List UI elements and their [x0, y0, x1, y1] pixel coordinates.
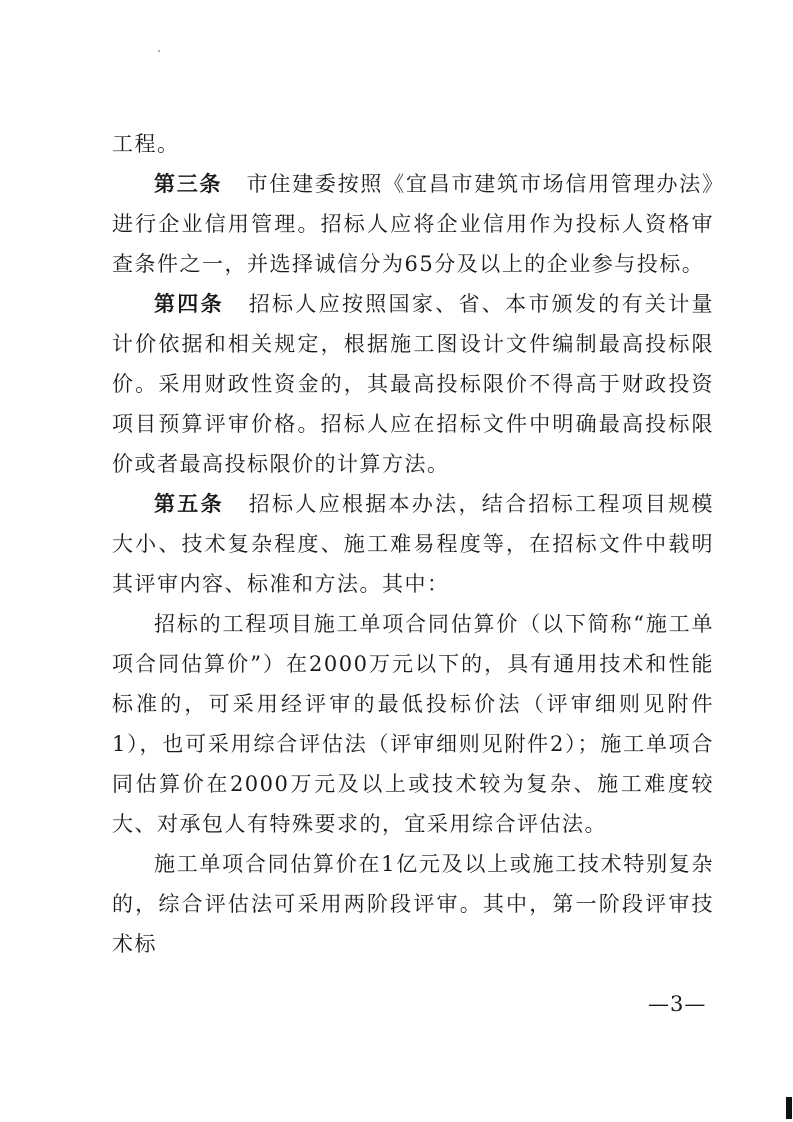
paragraph-continuation: [112, 124, 714, 164]
document-body: [112, 124, 714, 964]
page-number: —3—: [648, 992, 707, 1016]
paragraph-text: 招标人应按照国家、省、本市颁发的有关计量计价依据和相关规定，根据施工图设计文件编制最高投标限价。采用财政性资金的，其最高投标限价不得高于财政投资项目预算评审价格。招标人应在招标文件中明确最高投标限价或者最高投标限价的计算方法。: [112, 292, 715, 476]
article-number: 第四条: [154, 292, 224, 316]
scan-speck: [158, 50, 160, 52]
paragraph-text: 工程。: [112, 132, 180, 156]
evaluation-method-paragraph: [112, 604, 714, 844]
article-3-paragraph: [112, 164, 714, 284]
article-number: 第三条: [154, 172, 223, 196]
paragraph-text: 招标的工程项目施工单项合同估算价（以下简称“施工单项合同估算价”）在2000万元以下的，具有通用技术和性能标准的，可采用经评审的最低投标价法（评审细则见附件1），也可采用综合评估法（评审细则见附件2）；施工单项合同估算价在2000万元及以上或技术较为复杂、施工难度较大、对承包人有特殊要求的，宜采用综合评估法。: [112, 612, 714, 836]
paragraph-text: 招标人应根据本办法，结合招标工程项目规模大小、技术复杂程度、施工难易程度等，在招标文件中载明其评审内容、标准和方法。其中：: [112, 492, 715, 596]
scan-edge-mark: [786, 1097, 792, 1119]
paragraph-text: 施工单项合同估算价在1亿元及以上或施工技术特别复杂的，综合评估法可采用两阶段评审。其中，第一阶段评审技术标: [112, 852, 714, 956]
article-number: 第五条: [154, 492, 224, 516]
paragraph-text: 市住建委按照《宜昌市建筑市场信用管理办法》进行企业信用管理。招标人应将企业信用作为投标人资格审查条件之一，并选择诚信分为65分及以上的企业参与投标。: [112, 172, 714, 276]
article-5-paragraph: [112, 484, 714, 604]
two-stage-review-paragraph: [112, 844, 714, 964]
article-4-paragraph: [112, 284, 714, 484]
